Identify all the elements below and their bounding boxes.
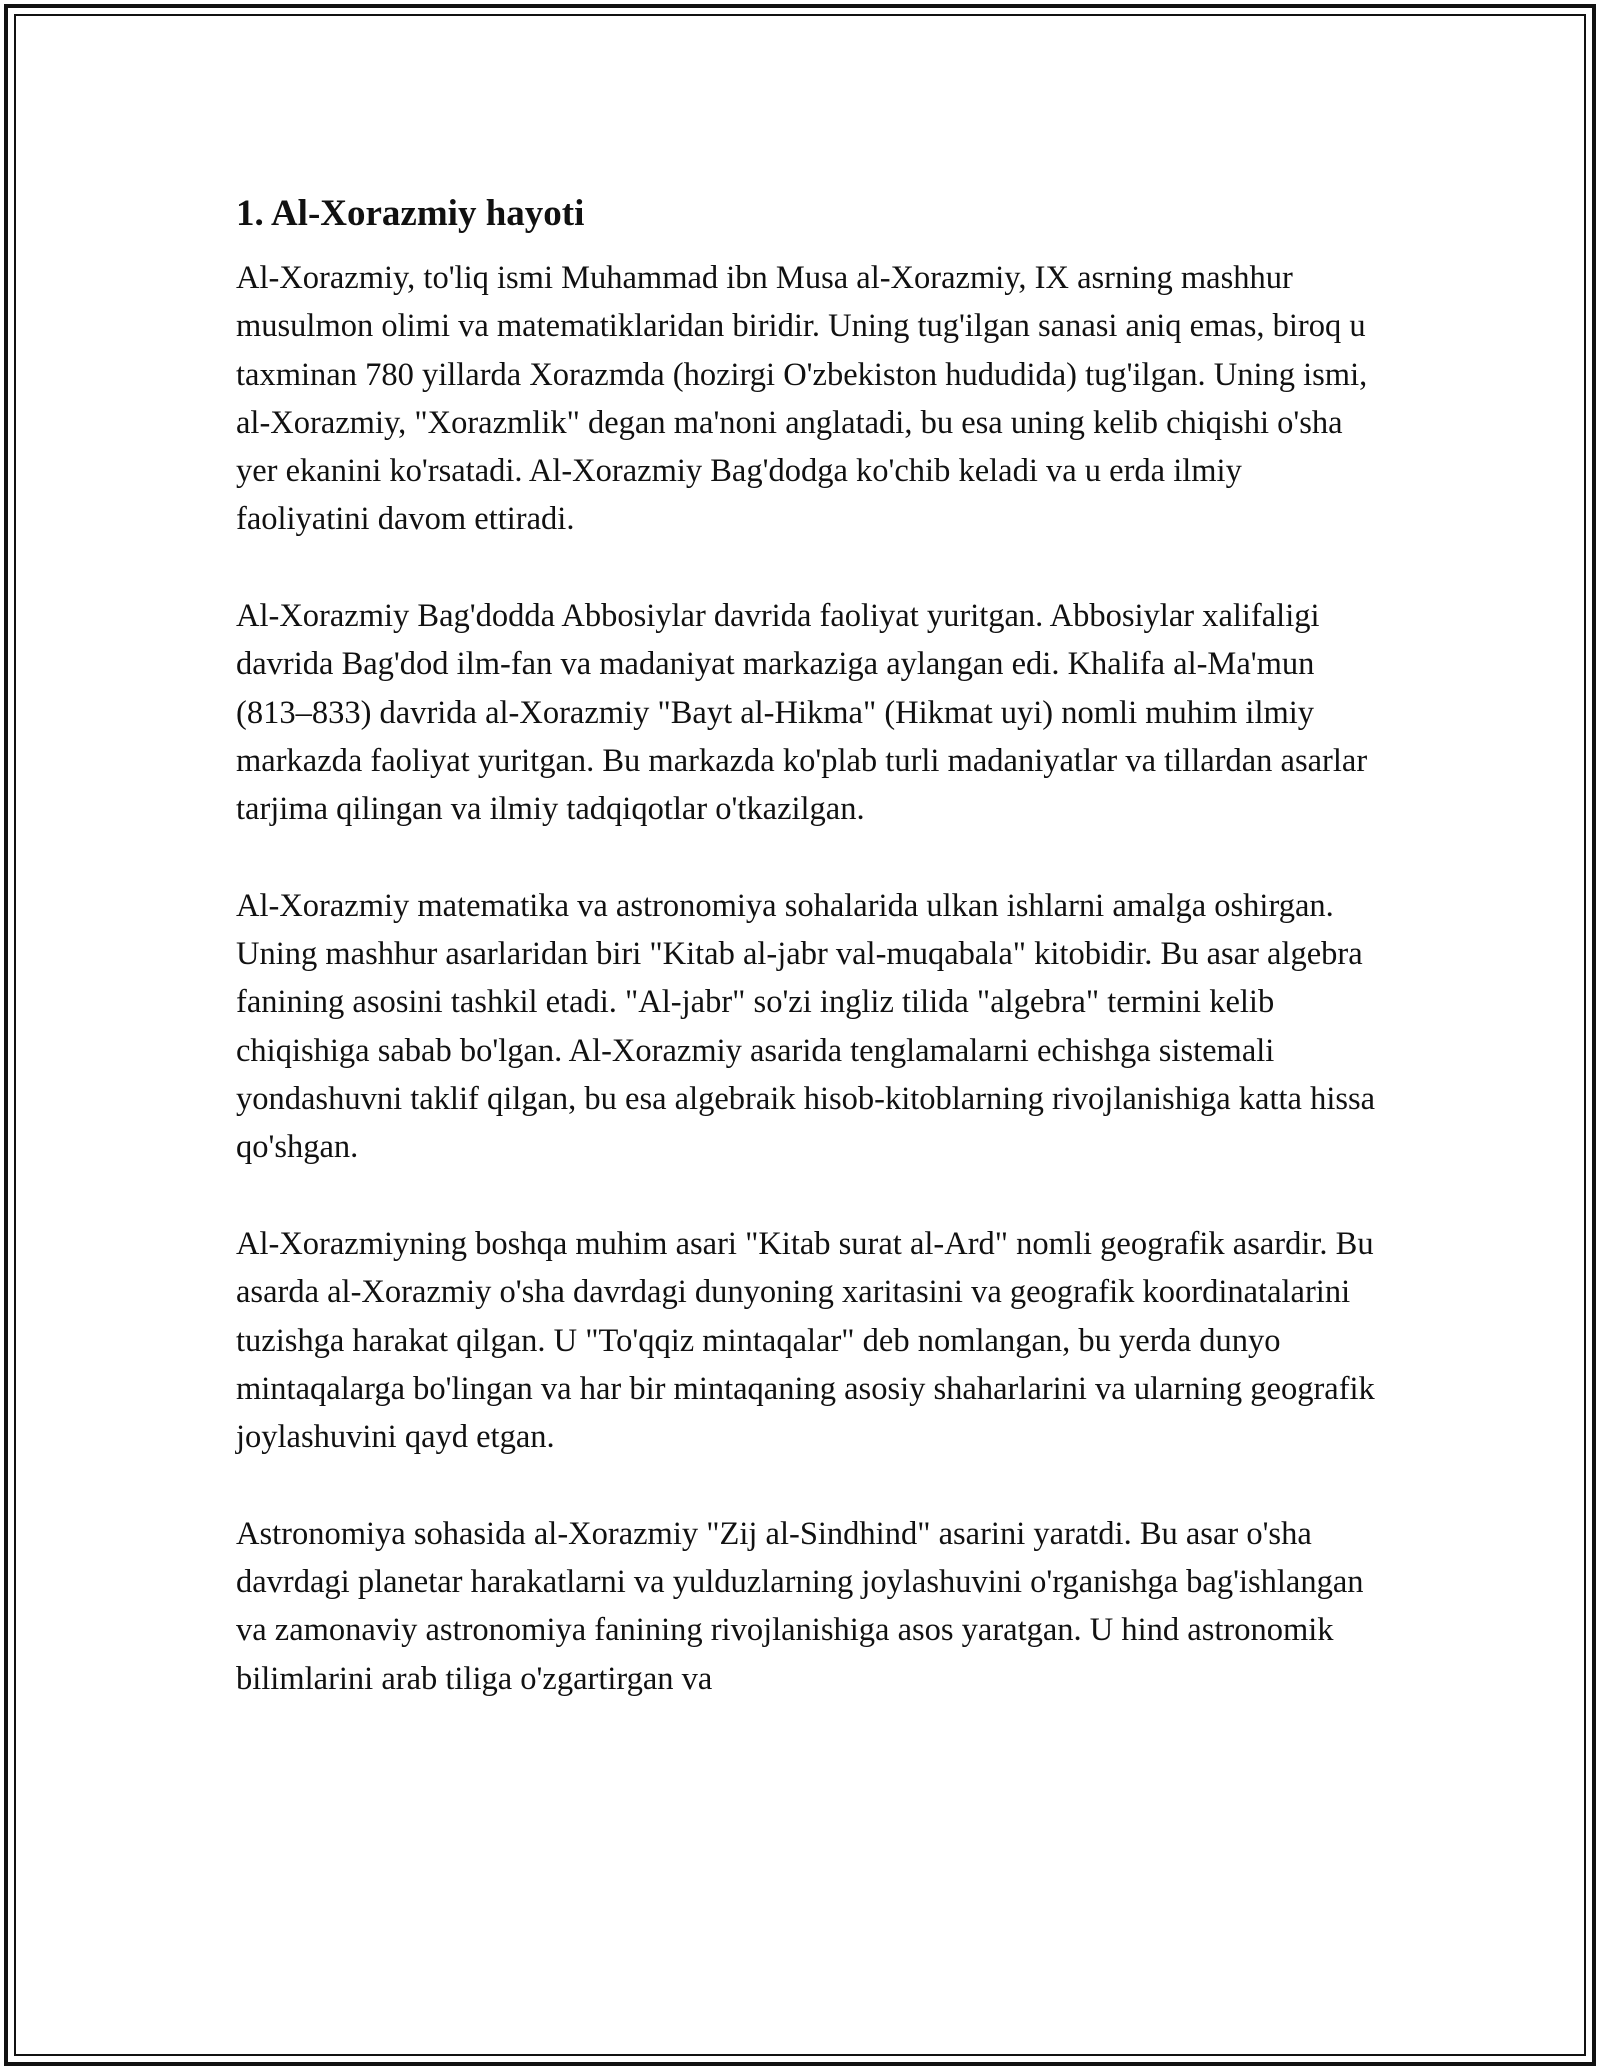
paragraph-1: Al-Xorazmiy, to'liq ismi Muhammad ibn Musa al-Xorazmiy, IX asrning mashhur musulmon olimi va matematiklaridan biridir. Uning tug'ilgan sanasi aniq emas, biroq u taxminan 780 yillarda Xorazmda (hozirgi O'zbekiston hududida) tug'ilgan. Uning ismi, al-Xorazmiy, "Xorazmlik" degan ma'noni anglatadi, bu esa uning kelib chiqishi o'sha yer ekanini ko'rsatadi. Al-Xorazmiy Bag'dodga ko'chib keladi va u erda ilmiy faoliyatini davom ettiradi. (236, 260, 1368, 538)
document-body (236, 186, 1376, 1751)
paragraph-4: Al-Xorazmiyning boshqa muhim asari "Kitab surat al-Ard" nomli geografik asardir. Bu asarda al-Xorazmiy o'sha davrdagi dunyoning xaritasini va geografik koordinatalarini tuzishga harakat qilgan. U "To'qqiz mintaqalar" deb nomlangan, bu yerda dunyo mintaqalarga bo'lingan va har bir mintaqaning asosiy shaharlarini va ularning geografik joylashuvini qayd etgan. (236, 1225, 1375, 1456)
paragraph-2: Al-Xorazmiy Bag'dodda Abbosiylar davrida faoliyat yuritgan. Abbosiylar xalifaligi davrida Bag'dod ilm-fan va madaniyat markaziga aylangan edi. Khalifa al-Ma'mun (813–833) davrida al-Xorazmiy "Bayt al-Hikma" (Hikmat uyi) nomli muhim ilmiy markazda faoliyat yuritgan. Bu markazda ko'plab turli madaniyatlar va tillardan asarlar tarjima qilingan va ilmiy tadqiqotlar o'tkazilgan. (236, 598, 1368, 828)
paragraph-5: Astronomiya sohasida al-Xorazmiy "Zij al-Sindhind" asarini yaratdi. Bu asar o'sha davrdagi planetar harakatlarni va yulduzlarning joylashuvini o'rganishga bag'ishlangan va zamonaviy astronomiya fanining rivojlanishiga asos yaratgan. U hind astronomik bilimlarini arab tiliga o'zgartirgan va (236, 1515, 1364, 1697)
paragraph-3: Al-Xorazmiy matematika va astronomiya sohalarida ulkan ishlarni amalga oshirgan. Uning mashhur asarlaridan biri "Kitab al-jabr val-muqabala" kitobidir. Bu asar algebra fanining asosini tashkil etadi. "Al-jabr" so'zi ingliz tilida "algebra" termini kelib chiqishiga sabab bo'lgan. Al-Xorazmiy asarida tenglamalarni echishga sistemali yondashuvni taklif qilgan, bu esa algebraik hisob-kitoblarning rivojlanishiga katta hissa qo'shgan. (236, 887, 1376, 1166)
section-heading: 1. Al-Xorazmiy hayoti (236, 193, 585, 234)
